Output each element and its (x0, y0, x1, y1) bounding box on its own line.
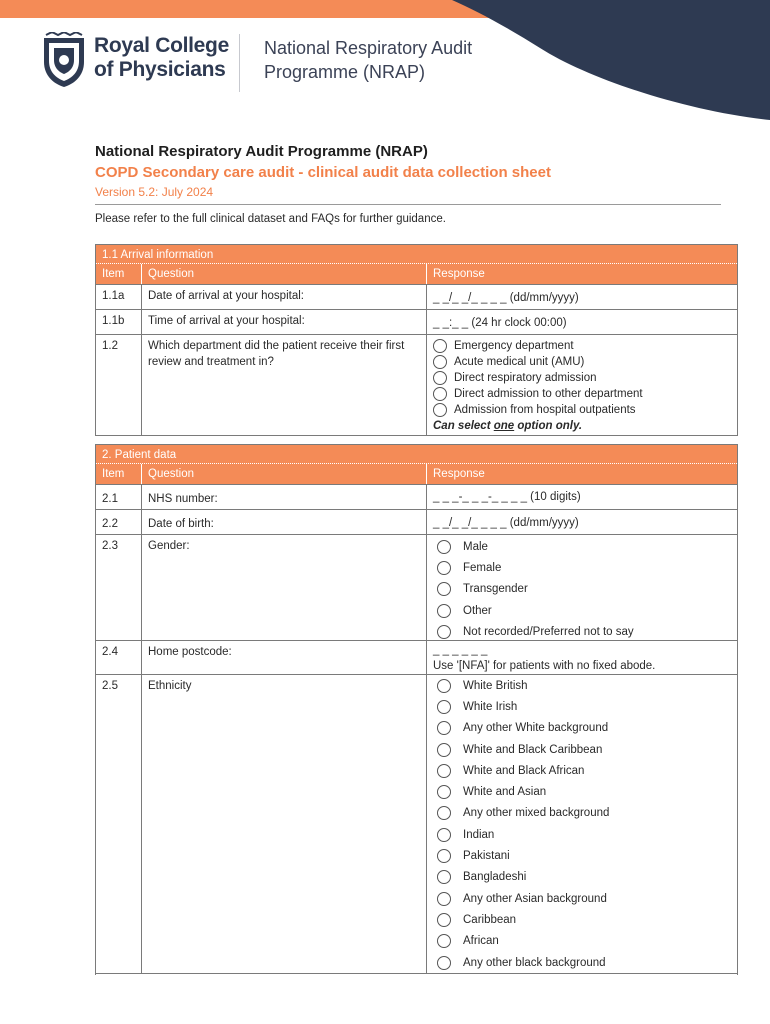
column-header-response: Response (433, 268, 485, 280)
department-option[interactable] (433, 354, 737, 370)
question-text: Which department did the patient receive their first review and treatment in? (142, 335, 427, 435)
item-number: 1.1a (96, 285, 142, 309)
option-label: Direct respiratory admission (454, 372, 597, 384)
arrival-date-field[interactable]: _ _/_ _/_ _ _ _ (dd/mm/yyyy) (433, 292, 579, 304)
table-row (96, 310, 737, 335)
option-label: Not recorded/Preferred not to say (463, 625, 634, 638)
option-label: Emergency department (454, 340, 574, 352)
column-header-row (96, 264, 737, 285)
document-version: Version 5.2: July 2024 (95, 184, 721, 205)
table-row (96, 335, 737, 436)
nhs-number-field[interactable]: _ _ _-_ _ _-_ _ _ _ (10 digits) (433, 491, 581, 503)
department-option[interactable] (433, 402, 737, 418)
question-text: Home postcode: (142, 641, 427, 674)
logo-divider (239, 34, 240, 92)
radio-button[interactable] (433, 403, 447, 417)
gender-option[interactable] (433, 600, 737, 621)
department-options (427, 335, 737, 435)
option-label: Any other Asian background (463, 892, 607, 905)
programme-title-line-1: National Respiratory Audit (264, 38, 473, 58)
option-label: White British (463, 679, 528, 692)
radio-button[interactable] (433, 371, 447, 385)
option-label: Other (463, 604, 492, 617)
radio-button[interactable] (437, 561, 451, 575)
ethnicity-option[interactable] (433, 675, 737, 696)
item-number: 2.3 (96, 535, 142, 640)
radio-button[interactable] (437, 721, 451, 735)
radio-button[interactable] (437, 913, 451, 927)
arrival-time-field[interactable]: _ _:_ _ (24 hr clock 00:00) (433, 317, 567, 329)
option-label: Bangladeshi (463, 871, 527, 884)
guidance-text: Please refer to the full clinical dataset and FAQs for further guidance. (95, 213, 446, 225)
table-row (96, 510, 737, 535)
ethnicity-option[interactable] (433, 718, 737, 739)
ethnicity-option[interactable] (433, 696, 737, 717)
radio-button[interactable] (437, 679, 451, 693)
option-label: Direct admission to other department (454, 388, 643, 400)
radio-button[interactable] (437, 700, 451, 714)
table-row (96, 641, 737, 675)
radio-button[interactable] (437, 849, 451, 863)
radio-button[interactable] (437, 743, 451, 757)
radio-button[interactable] (437, 625, 451, 639)
question-text: Gender: (142, 535, 427, 640)
logo-line-2: of Physicians (94, 58, 226, 81)
programme-title (264, 36, 514, 84)
radio-button[interactable] (437, 785, 451, 799)
postcode-field[interactable]: _ _ _ _ _ _ (433, 644, 488, 656)
radio-button[interactable] (437, 870, 451, 884)
rcp-wordmark (94, 34, 229, 82)
ethnicity-option[interactable] (433, 888, 737, 909)
option-label: Caribbean (463, 913, 517, 926)
gender-option[interactable] (433, 536, 737, 557)
radio-button[interactable] (433, 387, 447, 401)
programme-title-line-2: Programme (NRAP) (264, 62, 426, 82)
radio-button[interactable] (437, 604, 451, 618)
column-header-item: Item (96, 464, 142, 484)
postcode-note: Use '[NFA]' for patients with no fixed abode. (433, 660, 656, 672)
option-label: White and Asian (463, 786, 547, 799)
item-number: 1.2 (96, 335, 142, 435)
option-label: Any other mixed background (463, 807, 610, 820)
column-header-response: Response (433, 468, 485, 480)
radio-button[interactable] (433, 339, 447, 353)
radio-button[interactable] (433, 355, 447, 369)
option-label: Pakistani (463, 850, 510, 863)
ethnicity-option[interactable] (433, 952, 737, 973)
item-number: 2.2 (96, 510, 142, 534)
option-label: Acute medical unit (AMU) (454, 356, 585, 368)
logo-line-1: Royal College (94, 34, 229, 57)
section-heading: 2. Patient data (96, 444, 737, 464)
document-title: National Respiratory Audit Programme (NRAP) (95, 143, 428, 160)
ethnicity-option[interactable] (433, 867, 737, 888)
ethnicity-options (427, 675, 737, 973)
radio-button[interactable] (437, 540, 451, 554)
column-header-question: Question (142, 464, 427, 484)
gender-option[interactable] (433, 579, 737, 600)
document-heading (95, 142, 721, 227)
option-label: African (463, 935, 499, 948)
section-heading: 1.1 Arrival information (96, 244, 737, 264)
gender-option[interactable] (433, 621, 737, 642)
select-one-note (433, 418, 737, 434)
ethnicity-option[interactable] (433, 909, 737, 930)
note-text: option only. (514, 420, 583, 432)
ethnicity-option[interactable] (433, 931, 737, 952)
option-label: White and Black African (463, 764, 585, 777)
radio-button[interactable] (437, 828, 451, 842)
radio-button[interactable] (437, 934, 451, 948)
question-text: Date of birth: (142, 510, 427, 534)
item-number: 1.1b (96, 310, 142, 334)
option-label: White Irish (463, 700, 518, 713)
question-text: Time of arrival at your hospital: (142, 310, 427, 334)
option-label: Female (463, 561, 502, 574)
radio-button[interactable] (437, 582, 451, 596)
date-of-birth-field[interactable]: _ _/_ _/_ _ _ _ (dd/mm/yyyy) (433, 517, 579, 529)
gender-options (427, 535, 737, 640)
option-label: Any other White background (463, 722, 609, 735)
table-row (96, 285, 737, 310)
patient-data-table (95, 444, 738, 975)
option-label: Indian (463, 828, 495, 841)
radio-button[interactable] (437, 956, 451, 970)
radio-button[interactable] (437, 806, 451, 820)
option-label: Admission from hospital outpatients (454, 404, 636, 416)
department-option[interactable] (433, 370, 737, 386)
option-label: Transgender (463, 583, 528, 596)
ethnicity-option[interactable] (433, 739, 737, 760)
item-number: 2.5 (96, 675, 142, 973)
radio-button[interactable] (437, 764, 451, 778)
option-label: Male (463, 540, 488, 553)
ethnicity-option[interactable] (433, 845, 737, 866)
option-label: Any other black background (463, 956, 606, 969)
table-row (96, 675, 737, 974)
department-option[interactable] (433, 338, 737, 354)
option-label: White and Black Caribbean (463, 743, 603, 756)
rcp-crest-icon (40, 32, 88, 88)
ethnicity-option[interactable] (433, 781, 737, 802)
ethnicity-option[interactable] (433, 824, 737, 845)
item-number: 2.4 (96, 641, 142, 674)
document-subtitle: COPD Secondary care audit - clinical audit data collection sheet (95, 164, 551, 181)
note-emphasis: one (493, 420, 515, 432)
column-header-question: Question (142, 264, 427, 284)
table-row (96, 485, 737, 510)
question-text: NHS number: (142, 485, 427, 509)
postcode-response (427, 641, 737, 674)
ethnicity-option[interactable] (433, 803, 737, 824)
item-number: 2.1 (96, 485, 142, 509)
table-row (96, 535, 737, 641)
ethnicity-option[interactable] (433, 760, 737, 781)
rcp-logo (40, 30, 240, 92)
gender-option[interactable] (433, 557, 737, 578)
column-header-row (96, 464, 737, 485)
note-text: Can select (433, 420, 494, 432)
arrival-information-table (95, 244, 738, 436)
column-header-item: Item (96, 264, 142, 284)
question-text: Ethnicity (142, 675, 427, 973)
radio-button[interactable] (437, 892, 451, 906)
department-option[interactable] (433, 386, 737, 402)
question-text: Date of arrival at your hospital: (142, 285, 427, 309)
